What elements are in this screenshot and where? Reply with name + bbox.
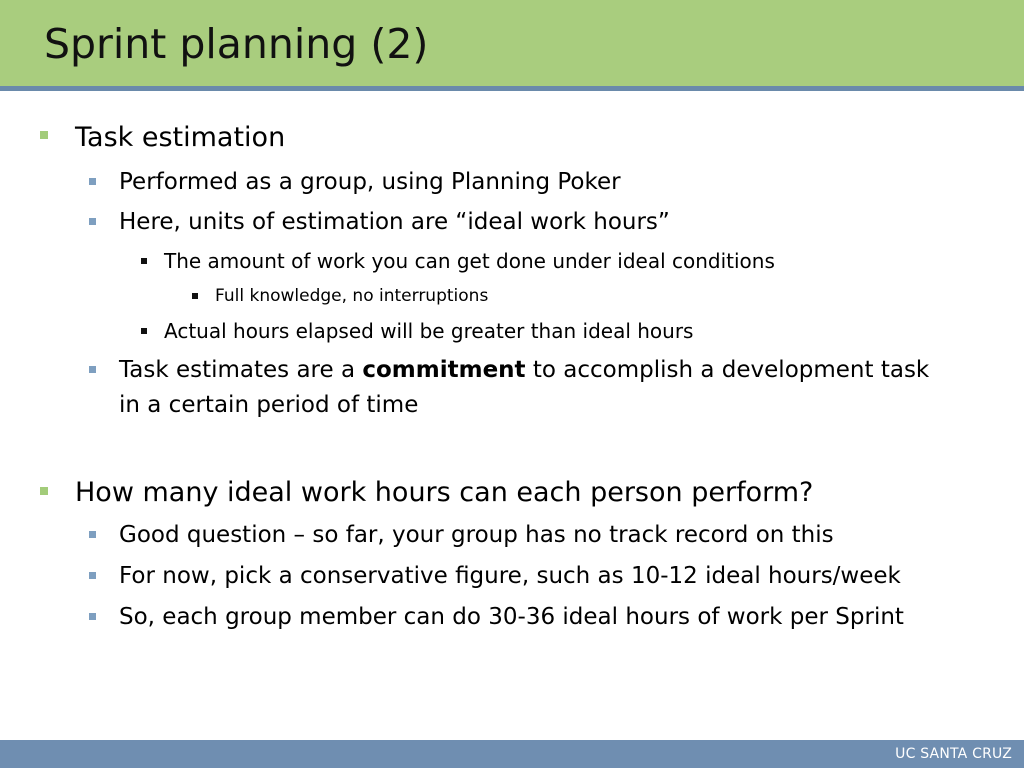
square-bullet-icon [89,613,96,620]
square-bullet-icon [40,487,48,495]
square-bullet-icon [192,293,198,299]
square-bullet-icon [141,258,147,264]
square-bullet-icon [40,131,48,139]
bullet-so-each: So, each group member can do 30-36 ideal hours of work per Sprint [119,604,904,630]
footer-institution: UC SANTA CRUZ [895,746,1012,762]
square-bullet-icon [89,572,96,579]
bullet-units-of-estimation: Here, units of estimation are “ideal work hours” [119,209,670,235]
commitment-suffix: to accomplish a development task [525,357,930,383]
bullet-task-estimation: Task estimation [75,122,286,153]
commitment-bold: commitment [362,357,526,383]
slide-title: Sprint planning (2) [44,20,429,68]
footer-bar [0,740,1024,768]
bullet-full-knowledge: Full knowledge, no interruptions [215,286,489,306]
bullet-planning-poker: Performed as a group, using Planning Poker [119,169,621,195]
square-bullet-icon [89,178,96,185]
square-bullet-icon [89,531,96,538]
bullet-task-estimates-commitment [119,356,929,384]
square-bullet-icon [141,328,147,334]
bullet-good-question: Good question – so far, your group has no track record on this [119,522,834,548]
bullet-task-estimates-continuation: in a certain period of time [119,392,419,418]
bullet-for-now: For now, pick a conservative figure, such as 10-12 ideal hours/week [119,563,901,589]
square-bullet-icon [89,366,96,373]
commitment-prefix: Task estimates are a [119,357,363,383]
bullet-amount-of-work: The amount of work you can get done under ideal conditions [164,249,775,273]
bullet-actual-hours: Actual hours elapsed will be greater than ideal hours [164,319,694,343]
bullet-how-many-hours: How many ideal work hours can each person perform? [75,477,814,508]
square-bullet-icon [89,218,96,225]
